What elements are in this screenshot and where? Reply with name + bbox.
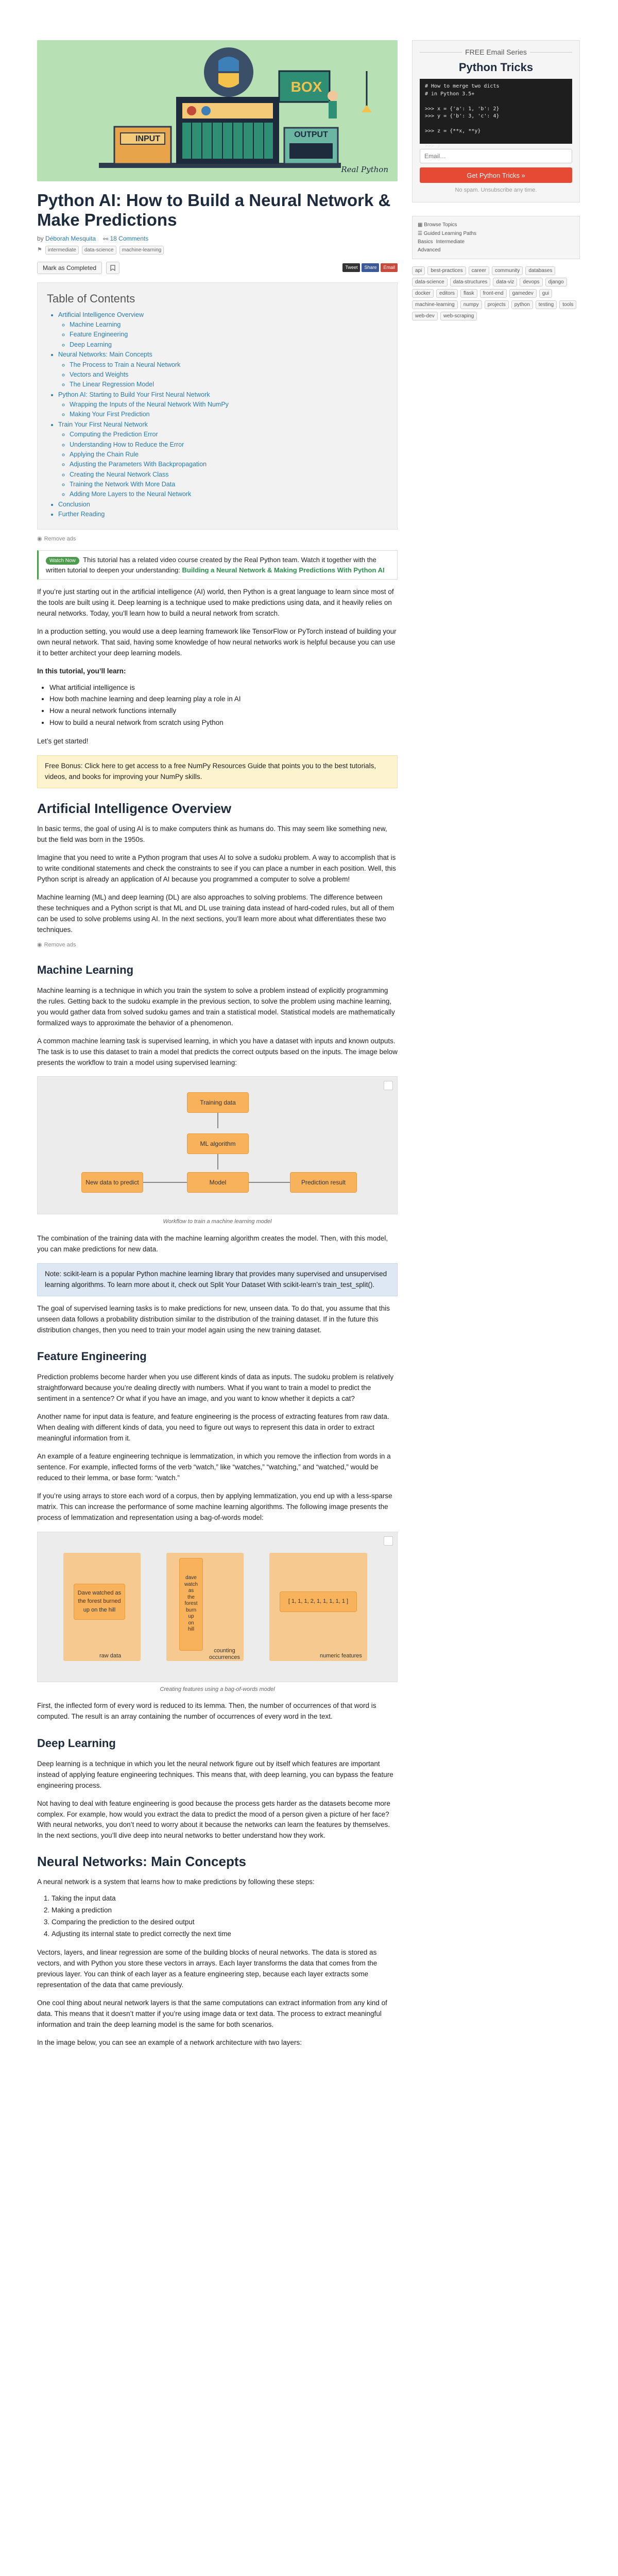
hero-signature: Real Python: [341, 164, 388, 174]
byline: [37, 234, 398, 244]
toc-link[interactable]: Python AI: Starting to Build Your First Neural Network: [58, 391, 210, 398]
bookmark-icon: [110, 265, 115, 271]
sidebar: [412, 40, 580, 320]
toc-item: [58, 390, 388, 420]
tag-data-science[interactable]: data-science: [82, 246, 116, 255]
byline-author-wrap: [37, 234, 96, 243]
dl-paragraph-2: Not having to deal with feature engineering is good because the process gets harder as the datasets become more complex. For example, how would you extract the data to predict the mood of a person given a picture of her face? With neural networks, you don’t need to worry about it because the networks can learn the features by themselves. In the next sections, you’ll dive deep into neural networks to better understand how they work.: [37, 1799, 390, 1840]
article-title: Python AI: How to Build a Neural Network & Make Predictions: [37, 191, 391, 229]
learn-item: • How a neural network functions internally: [49, 705, 398, 717]
mark-completed-button[interactable]: Mark as Completed: [37, 262, 102, 274]
toc-sublink[interactable]: Machine Learning: [70, 321, 121, 329]
topic-tag[interactable]: community: [492, 266, 523, 275]
share-buttons: [342, 263, 398, 273]
learn-list: [37, 682, 398, 730]
comments-icon: ⚯: [103, 235, 109, 243]
topic-tag[interactable]: python: [511, 300, 533, 309]
toc-item: [58, 500, 388, 510]
word-item: the: [187, 1594, 195, 1600]
toc-subitem: [70, 440, 388, 450]
topic-tag[interactable]: web-scraping: [440, 312, 477, 320]
counting-panel: [166, 1553, 244, 1661]
raw-data-label: raw data: [99, 1652, 122, 1659]
topic-tag[interactable]: devops: [520, 278, 542, 286]
hero-image: [37, 40, 398, 181]
topic-tag[interactable]: data-structures: [450, 278, 491, 286]
topic-tag[interactable]: data-science: [412, 278, 448, 286]
ml-paragraph-4: The goal of supervised learning tasks is to make predictions for new, unseen data. To do that, you assume that this unseen data follows a probability distribution similar to the distribution of the training dataset. If in the future this distribution changes, then you need to train your model again using the new training dataset.: [37, 1304, 390, 1334]
hero-output-label: OUTPUT: [294, 130, 328, 139]
heading-machine-learning: Machine Learning: [37, 963, 134, 977]
remove-ads-label: Remove ads: [44, 941, 76, 948]
words-box: [179, 1558, 203, 1651]
learning-paths-link[interactable]: [418, 229, 574, 238]
toc-sublink[interactable]: Applying the Chain Rule: [70, 450, 139, 458]
author-link[interactable]: Déborah Mesquita: [45, 235, 96, 243]
free-bonus-box[interactable]: Free Bonus: Click here to get access to a free NumPy Resources Guide that points you to the best tutorials, videos, and books for improving your NumPy skills.: [37, 755, 398, 788]
hero-illustration: [37, 40, 398, 181]
fe-paragraph-5: First, the inflected form of every word is reduced to its lemma. Then, the number of occurrences of that word is computed. The result is an array containing the number of occurrences of every word in the text.: [37, 1702, 376, 1720]
toc-subitem: [70, 370, 388, 380]
toc-sublist: [58, 320, 388, 350]
toc-sublink[interactable]: Vectors and Weights: [70, 370, 129, 378]
topic-tag[interactable]: gui: [539, 289, 552, 298]
fe-paragraph-4: If you’re using arrays to store each word of a corpus, then by applying lemmatization, you end up with a less-sparse matrix. This can increase the performance of some machine learning algorithms. The following image presents the process of lemmatization and representation using a bag-of-words model:: [37, 1492, 392, 1521]
topic-tag[interactable]: career: [469, 266, 489, 275]
nn-step: 4. Adjusting its internal state to predict correctly the next time: [52, 1928, 398, 1940]
comments-wrap: [103, 234, 148, 244]
vector-box: [ 1, 1, 1, 2, 1, 1, 1, 1, 1 ]: [280, 1591, 357, 1612]
ai-paragraph-1: In basic terms, the goal of using AI is to make computers think as humans do. This may seem like something new, but the field was born in the 1950s.: [37, 825, 387, 844]
topic-tag[interactable]: numpy: [460, 300, 482, 309]
toc-subitem: [70, 400, 388, 410]
toc-subitem: [70, 450, 388, 460]
watch-now-text: This tutorial has a related video course created by the Real Python team. Watch it together with the written tutorial to deepen your understanding:: [46, 556, 376, 574]
ml-algorithm-box: ML algorithm: [187, 1133, 249, 1154]
nn-paragraph-2: Vectors, layers, and linear regression are some of the building blocks of neural networks. The data is stored as vectors, and with Python you store these vectors in arrays. Each layer transforms the data that comes from the previous layer. You can think of each layer as a feature engineering step, because each layer extracts some representation of the data that came previously.: [37, 1948, 377, 1989]
toc-subitem: [70, 470, 388, 480]
toc-link[interactable]: Conclusion: [58, 500, 90, 508]
toc-sublink[interactable]: Deep Learning: [70, 341, 112, 348]
ai-paragraph-3: Machine learning (ML) and deep learning (DL) are also approaches to solving problems. The difference between these techniques and a Python script is that ML and DL use training data instead of hard-coded rules, but all of them can be used to solve problems using AI. In the next sections, you’ll learn more about what differentiates these two techniques.: [37, 893, 394, 934]
free-email-series: FREE Email Series: [420, 47, 572, 58]
grid-icon: ▦: [418, 222, 423, 228]
topic-tag[interactable]: django: [545, 278, 567, 286]
toc-subitem: [70, 430, 388, 439]
model-box: Model: [187, 1172, 249, 1193]
fe-paragraph-2: Another name for input data is feature, and feature engineering is the process of extracting features from raw data. When dealing with different kinds of data, you need to figure out ways to represent this data in order to extract meaningful information from it.: [37, 1413, 389, 1443]
toc-item: [58, 310, 388, 350]
topic-tag[interactable]: editors: [436, 289, 458, 298]
remove-ads-icon: ◉: [37, 941, 42, 948]
bag-of-words-figure: [37, 1532, 398, 1682]
toc-item: [58, 420, 388, 500]
toc-sublink[interactable]: Adjusting the Parameters With Backpropagation: [70, 461, 207, 468]
topic-tag[interactable]: api: [412, 266, 425, 275]
word-item: forest: [184, 1601, 198, 1607]
training-data-box: Training data: [187, 1092, 249, 1113]
topic-tag[interactable]: docker: [412, 289, 434, 298]
watch-now-box: [37, 550, 398, 580]
heading-feature-engineering: Feature Engineering: [37, 1350, 147, 1363]
toc-item: [58, 350, 388, 390]
toc-item: [58, 510, 388, 519]
word-item: burn: [185, 1607, 196, 1613]
fe-paragraph-1: Prediction problems become harder when you use different kinds of data as inputs. The sudoku problem is relatively straightforward because you’re dealing directly with numbers. What if you want to train a model to predict the sentiment in a sentence? Or what if you have an image, and you want to know whether it depicts a cat?: [37, 1373, 394, 1403]
bookmark-button[interactable]: [106, 262, 119, 274]
intro-paragraph-1: If you’re just starting out in the artificial intelligence (AI) world, then Python is a great language to learn since most of the tools are built using it. Deep learning is a technique used to make predictions using data, and it heavily relies on neural networks. Today, you’ll learn how to build a neural network from scratch.: [37, 588, 394, 617]
tag-intermediate[interactable]: intermediate: [45, 246, 79, 255]
dl-paragraph-1: Deep learning is a technique in which you let the neural network figure out by itself which features are important instead of applying feature engineering techniques. This means that, with deep learning, you can bypass the feature engineering process.: [37, 1759, 393, 1789]
toc-link[interactable]: Artificial Intelligence Overview: [58, 311, 144, 318]
python-tricks-code: # How to merge two dicts # in Python 3.5+ >>> x = {'a': 1, 'b': 2} >>> y = {'b': 3, 'c': 4} >>> z = {**x, **y} >>> z: [420, 79, 572, 144]
word-item: up: [188, 1614, 194, 1620]
nn-steps: [37, 1893, 398, 1940]
new-data-box: New data to predict: [81, 1172, 143, 1193]
sentence-box: Dave watched as the forest burned up on the hill: [74, 1584, 125, 1620]
browse-topics-label: Browse Topics: [424, 222, 457, 228]
toc-subitem: [70, 410, 388, 419]
paths-icon: ☰: [418, 230, 422, 236]
toc-sublist: [58, 360, 388, 390]
python-tricks-card: [412, 40, 580, 202]
no-spam-text: No spam. Unsubscribe any time.: [455, 187, 537, 193]
learning-paths-label: Guided Learning Paths: [423, 230, 477, 236]
topic-tag[interactable]: gamedev: [509, 289, 537, 298]
toc-link[interactable]: Train Your First Neural Network: [58, 420, 148, 428]
get-python-tricks-button[interactable]: Get Python Tricks »: [420, 167, 572, 183]
prediction-result-box: Prediction result: [290, 1172, 357, 1193]
tweet-button[interactable]: Tweet: [342, 263, 360, 273]
nn-step: 3. Comparing the prediction to the desired output: [52, 1917, 398, 1928]
nn-paragraph-3: One cool thing about neural network layers is that the same computations can extract information from any kind of data. This means that it doesn’t matter if you’re using image data or text data. The process to extract meaningful information and train the deep learning model is the same for both scenarios.: [37, 1998, 387, 2028]
topic-tag[interactable]: best-practices: [427, 266, 466, 275]
toc-sublist: [58, 430, 388, 500]
lets-get-started: Let’s get started!: [37, 737, 89, 745]
ai-paragraph-2: Imagine that you need to write a Python program that uses AI to solve a sudoku problem. A way to accomplish that is to write conditional statements and check the constraints to see if you can place a number in each position. Well, this Python script is already an application of AI because you programmed a computer to solve a problem!: [37, 854, 396, 883]
nn-step: 1. Taking the input data: [52, 1893, 398, 1905]
learn-item: • How both machine learning and deep learning play a role in AI: [49, 693, 398, 705]
table-of-contents: [37, 282, 398, 530]
word-item: watch: [184, 1581, 198, 1587]
level-advanced[interactable]: Advanced: [418, 247, 441, 253]
word-item: on: [188, 1620, 194, 1626]
watch-now-badge: Watch Now: [46, 557, 79, 565]
toc-sublist: [58, 400, 388, 420]
email-field[interactable]: [420, 149, 572, 163]
toc-sublink[interactable]: Adding More Layers to the Neural Network: [70, 490, 192, 498]
toc-subitem: [70, 360, 388, 370]
intro-paragraph-2: In a production setting, you would use a deep learning framework like TensorFlow or PyTorch instead of building your own neural network. That said, having some knowledge of how neural networks work is helpful because you can use it to better architect your deep learning models.: [37, 627, 397, 657]
topic-tag[interactable]: testing: [536, 300, 557, 309]
toc-sublink[interactable]: Understanding How to Reduce the Error: [70, 440, 184, 448]
watch-course-link[interactable]: Building a Neural Network & Making Predictions With Python AI: [182, 566, 385, 574]
remove-ads-label: Remove ads: [44, 535, 76, 542]
toc-sublink[interactable]: Training the Network With More Data: [70, 481, 176, 488]
heading-neural-networks: Neural Networks: Main Concepts: [37, 1854, 246, 1870]
toc-subitem: [70, 460, 388, 469]
topic-cloud: [412, 266, 580, 320]
word-item: dave: [185, 1575, 197, 1581]
article-column: [37, 40, 398, 2048]
topic-tag[interactable]: web-dev: [412, 312, 438, 320]
toc-sublink[interactable]: Making Your First Prediction: [70, 411, 150, 418]
toc-sublink[interactable]: Computing the Prediction Error: [70, 431, 158, 438]
heading-deep-learning: Deep Learning: [37, 1736, 116, 1750]
heading-ai-overview: Artificial Intelligence Overview: [37, 801, 232, 817]
toc-subitem: [70, 489, 388, 499]
toc-link[interactable]: Further Reading: [58, 511, 105, 518]
topic-tag[interactable]: data-viz: [493, 278, 517, 286]
ml-workflow-figure: [37, 1076, 398, 1214]
toc-subitem: [70, 320, 388, 330]
ml-paragraph-1: Machine learning is a technique in which you train the system to solve a problem instead of explicitly programming the rules. Getting back to the sudoku example in the previous section, to solve the problem using machine learning, you would gather data from solved sudoku games and train a statistical model. Statistical models are mathematically formalized ways to approximate the behavior of a phenomenon.: [37, 987, 395, 1027]
in-this-tutorial: In this tutorial, you’ll learn:: [37, 667, 126, 675]
learn-item: • How to build a neural network from scratch using Python: [49, 717, 398, 729]
level-basics[interactable]: Basics: [418, 239, 433, 245]
nn-paragraph-4: In the image below, you can see an example of a network architecture with two layers:: [37, 2038, 302, 2046]
remove-ads-icon: ◉: [37, 535, 42, 542]
tag-machine-learning[interactable]: machine-learning: [119, 246, 164, 255]
toc-sublink[interactable]: Creating the Neural Network Class: [70, 470, 169, 478]
article-actions: [37, 262, 398, 274]
nn-step: 2. Making a prediction: [52, 1905, 398, 1917]
topic-tag[interactable]: machine-learning: [412, 300, 458, 309]
toc-link[interactable]: Neural Networks: Main Concepts: [58, 351, 152, 359]
expand-figure-button[interactable]: [384, 1536, 393, 1546]
toc-subitem: [70, 330, 388, 340]
counting-label: counting occurrences: [209, 1647, 240, 1660]
topic-tag[interactable]: databases: [525, 266, 555, 275]
browse-topics-link[interactable]: [418, 221, 574, 229]
toc-subitem: [70, 480, 388, 489]
toc-sublink[interactable]: The Linear Regression Model: [70, 381, 154, 388]
fe-paragraph-3: An example of a feature engineering technique is lemmatization, in which you remove the inflection from words in a sentence. For example, inflected forms of the verb “watch,” like “watches,” “watching,” and “watched,” would be reduced to their lemma, or base form: “watch.”: [37, 1452, 391, 1482]
article-tags: [37, 246, 398, 255]
toc-subitem: [70, 340, 388, 350]
toc-sublink[interactable]: Feature Engineering: [70, 331, 128, 338]
topic-tag[interactable]: tools: [559, 300, 576, 309]
remove-ads-link-2[interactable]: [37, 941, 398, 950]
numeric-label: numeric features: [320, 1652, 362, 1659]
author-prefix: by: [37, 235, 44, 243]
ml-paragraph-2: A common machine learning task is supervised learning, in which you have a dataset with inputs and known outputs. The task is to use this dataset to train a model that predicts the correct outputs based on the inputs. The image below presents the workflow to train a model using supervised learning:: [37, 1037, 398, 1066]
tag-icon: ⚑: [37, 246, 42, 253]
level-filters: [418, 238, 574, 246]
note-box: Note: scikit-learn is a popular Python machine learning library that provides many supervised and unsupervised learning algorithms. To learn more about it, check out Split Your Dataset With scikit-learn’s train_test_split().: [37, 1263, 398, 1296]
nn-paragraph-1: A neural network is a system that learns how to make predictions by following these steps:: [37, 1878, 315, 1886]
learn-item: • What artificial intelligence is: [49, 682, 398, 694]
word-item: hill: [187, 1626, 195, 1633]
toc-title: Table of Contents: [47, 292, 135, 305]
topic-tag[interactable]: projects: [485, 300, 509, 309]
facebook-share-button[interactable]: Share: [362, 263, 379, 273]
ml-figure-caption: Workflow to train a machine learning model: [163, 1218, 272, 1225]
level-intermediate[interactable]: Intermediate: [436, 239, 465, 245]
comments-link[interactable]: 18 Comments: [110, 234, 149, 242]
topic-tag[interactable]: flask: [460, 289, 477, 298]
topics-filter: [412, 216, 580, 259]
hero-box-label: BOX: [290, 79, 322, 95]
remove-ads-link[interactable]: [37, 535, 398, 544]
email-share-button[interactable]: Email: [381, 263, 398, 273]
toc-sublink[interactable]: Wrapping the Inputs of the Neural Network With NumPy: [70, 401, 229, 409]
bow-figure-caption: Creating features using a bag-of-words model: [160, 1686, 275, 1692]
toc-sublink[interactable]: The Process to Train a Neural Network: [70, 361, 181, 368]
topic-tag[interactable]: front-end: [480, 289, 507, 298]
python-tricks-title: Python Tricks: [458, 61, 534, 74]
word-item: as: [188, 1588, 194, 1594]
hero-input-label: INPUT: [135, 134, 160, 143]
toc-list: [47, 310, 388, 520]
toc-subitem: [70, 380, 388, 389]
ml-paragraph-3: The combination of the training data with the machine learning algorithm creates the model. Then, with this model, you can make predictions for new data.: [37, 1234, 388, 1253]
